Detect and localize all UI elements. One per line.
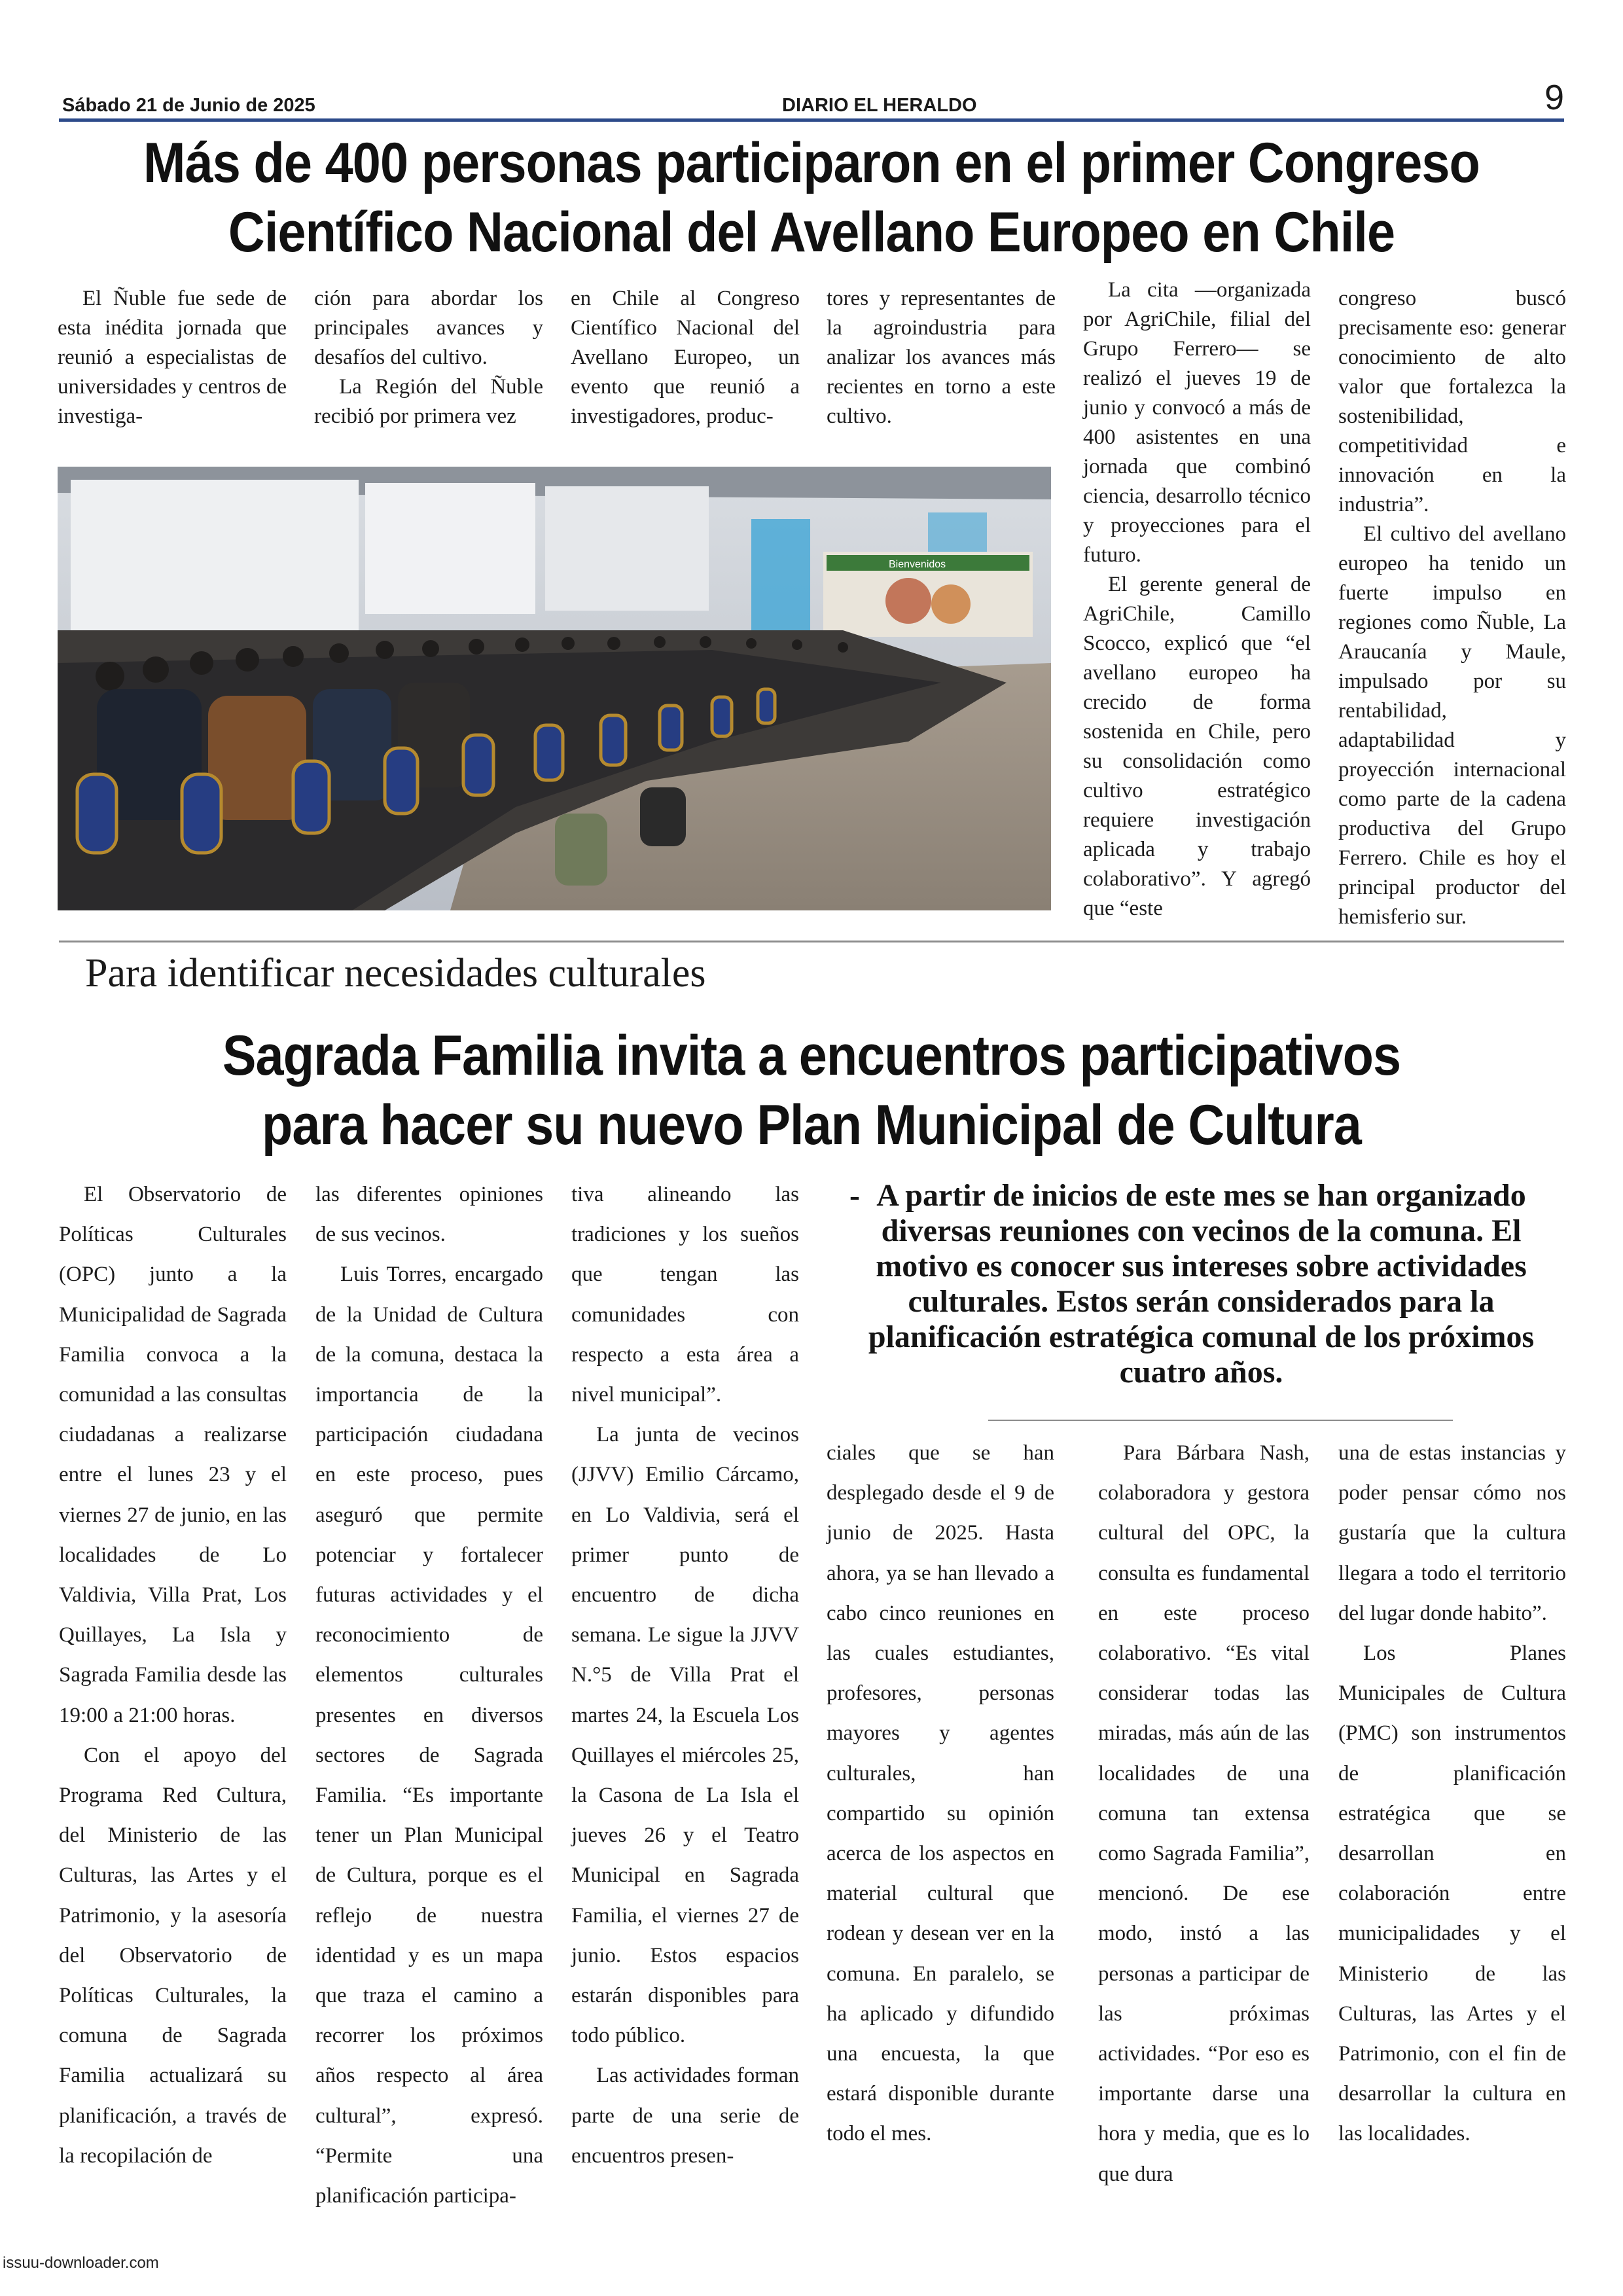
article1-column-5	[1083, 276, 1311, 924]
article2-column-5	[1098, 1433, 1310, 2195]
header-rule	[59, 118, 1564, 122]
paragraph: Luis Torres, encargado de la Unidad de Cultura de la comuna, destaca la importancia de la participación ciudadana en este proceso, pues aseguró que permite potenciar y fortalecer futuras actividades y el reconocimiento de elementos culturales presentes en diversos sectores de Sagrada Familia. “Es importante tener un Plan Municipal de Cultura, porque es el reflejo de nuestra identidad y es un mapa que traza el camino a recorrer los próximos años respecto al área cultural”, expresó. “Permite una planificación participa-	[315, 1263, 543, 2208]
paragraph: El gerente general de AgriChile, Camillo Scocco, explicó que “el avellano europeo ha crecido de forma sostenida en Chile, pero su consolidación como cultivo estratégico requiere investigación aplicada y trabajo colaborativo”. Y agregó que “este	[1083, 573, 1311, 920]
article1-headline-line1: Más de 400 personas participaron en el primer Congreso	[143, 132, 1480, 194]
article1-column-6	[1338, 284, 1566, 932]
paragraph: una de estas instancias y poder pensar cómo nos gustaría que la cultura llegara a todo el territorio del lugar donde habito”.	[1338, 1441, 1566, 1625]
article1-column-3	[571, 284, 800, 431]
paragraph: La cita —organizada por AgriChile, filial del Grupo Ferrero— se realizó el jueves 19 de junio y convocó a más de 400 asistentes en una jornada que combinó ciencia, desarrollo técnico y proyecciones para el futuro.	[1083, 278, 1311, 567]
paragraph: Los Planes Municipales de Cultura (PMC) son instrumentos de planificación estratégica que se desarrollan en colaboración entre municipalidades y el Ministerio de las Culturas, las Artes y el Patrimonio, con el fin de desarrollar la cultura en las localidades.	[1338, 1641, 1566, 2146]
paragraph: ciales que se han desplegado desde el 9 de junio de 2025. Hasta ahora, ya se han llevado a cabo cinco reuniones en las cuales estudiantes, profesores, personas mayores y agentes culturales, han compartido su opinión acerca de los aspectos en material cultural que rodean y desean ver en la comuna. En paralelo, se ha aplicado y difundido una encuesta, la que estará disponible durante todo el mes.	[827, 1441, 1054, 2146]
paragraph: La Región del Ñuble recibió por primera vez	[314, 375, 543, 428]
article2-column-4	[827, 1433, 1054, 2155]
paragraph: El Ñuble fue sede de esta inédita jornada que reunió a especialistas de universidades y centros de investiga-	[58, 287, 287, 428]
paragraph: tiva alineando las tradiciones y los sueños que tengan las comunidades con respecto a esta área a nivel municipal”.	[571, 1183, 799, 1407]
paragraph: El cultivo del avellano europeo ha tenido un fuerte impulso en regiones como Ñuble, La Araucanía y Maule, impulsado por su rentabilidad, adaptabilidad y proyección internacional como parte de la cadena productiva del Grupo Ferrero. Chile es hoy el principal productor del hemisferio sur.	[1338, 522, 1566, 929]
paragraph: congreso buscó precisamente eso: generar conocimiento de alto valor que fortalezca la sostenibilidad, competitividad e innovación en la industria”.	[1338, 287, 1566, 516]
article1-headline	[116, 128, 1507, 267]
article2-lead	[836, 1178, 1566, 1390]
paragraph: Para Bárbara Nash, colaboradora y gestora cultural del OPC, la consulta es fundamental en este proceso colaborativo. “Es vital considerar todas las miradas, más aún de las localidades de una comuna tan extensa como Sagrada Familia”, mencionó. De ese modo, instó a las personas a participar de las próximas actividades. “Por eso es importante darse una hora y media, que es lo que dura	[1098, 1441, 1310, 2186]
article2-headline	[116, 1021, 1507, 1160]
lead-dash: -	[849, 1178, 860, 1213]
article2-kicker: Para identificar necesidades culturales	[85, 951, 706, 996]
article1-column-1	[58, 284, 287, 431]
article1-column-4	[827, 284, 1056, 431]
article1-column-2	[314, 284, 543, 431]
paragraph: ción para abordar los principales avances y desafíos del cultivo.	[314, 287, 543, 369]
paragraph: tores y representantes de la agroindustria para analizar los avances más recientes en torno a este cultivo.	[827, 287, 1056, 428]
article1-headline-line2: Científico Nacional del Avellano Europeo en Chile	[228, 201, 1395, 264]
paragraph: en Chile al Congreso Científico Nacional del Avellano Europeo, un evento que reunió a investigadores, produc-	[571, 287, 800, 428]
section-divider	[59, 941, 1564, 942]
lead-text: A partir de inicios de este mes se han organizado diversas reuniones con vecinos de la comuna. El motivo es conocer sus intereses sobre actividades culturales. Estos serán considerados para la planificación estratégica comunal de los próximos cuatro años.	[868, 1178, 1535, 1390]
paragraph: La junta de vecinos (JJVV) Emilio Cárcamo, en Lo Valdivia, será el primer punto de encuentro de dicha semana. Le sigue la JJVV N.°5 de Villa Prat el martes 24, la Escuela Los Quillayes el miércoles 25, la Casona de La Isla el jueves 26 y el Teatro Municipal en Sagrada Familia, el viernes 27 de junio. Estos espacios estarán disponibles para todo público.	[571, 1423, 799, 2048]
article2-headline-line2: para hacer su nuevo Plan Municipal de Cultura	[262, 1094, 1361, 1157]
congress-audience-photo	[58, 467, 1051, 910]
paragraph: las diferentes opiniones de sus vecinos.	[315, 1183, 543, 1247]
article2-column-3	[571, 1175, 799, 2176]
page-number: 9	[1544, 78, 1564, 117]
article2-column-2	[315, 1175, 543, 2216]
issue-date: Sábado 21 de Junio de 2025	[62, 95, 315, 116]
paragraph: Con el apoyo del Programa Red Cultura, del Ministerio de las Culturas, las Artes y el Patrimonio, y la asesoría del Observatorio de Políticas Culturales, la comuna de Sagrada Familia actualizará su planificación, a través de la recopilación de	[59, 1743, 287, 2168]
lead-rule	[988, 1420, 1453, 1421]
article2-column-1	[59, 1175, 287, 2176]
screen-text: Bienvenidos	[889, 559, 946, 570]
download-credit: issuu-downloader.com	[3, 2254, 159, 2272]
paragraph: El Observatorio de Políticas Culturales (OPC) junto a la Municipalidad de Sagrada Familia convoca a la comunidad a las consultas ciudadanas a realizarse entre el lunes 23 y el viernes 27 de junio, en las localidades de Lo Valdivia, Villa Prat, Los Quillayes, La Isla y Sagrada Familia desde las 19:00 a 21:00 horas.	[59, 1183, 287, 1727]
newspaper-name: DIARIO EL HERALDO	[782, 95, 977, 116]
article2-column-6	[1338, 1433, 1566, 2155]
article2-headline-line1: Sagrada Familia invita a encuentros participativos	[222, 1024, 1401, 1087]
paragraph: Las actividades forman parte de una serie de encuentros presen-	[571, 2064, 799, 2168]
